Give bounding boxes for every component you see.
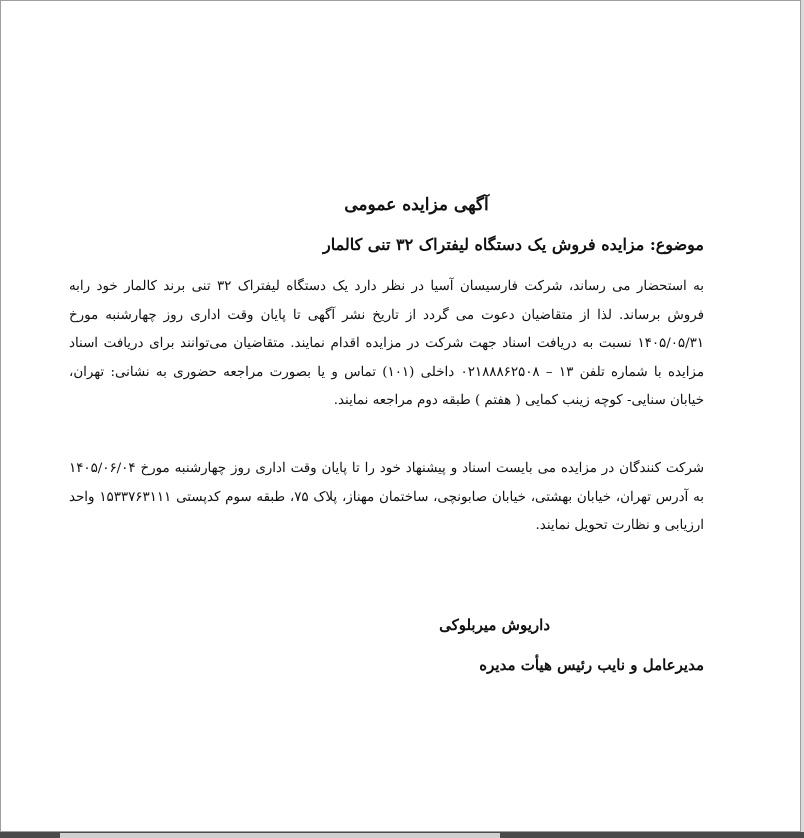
document-title: آگهی مزایده عمومی: [344, 195, 489, 215]
paragraph-announcement: به استحضار می رساند، شرکت فارسیسان آسیا در نظر دارد یک دستگاه لیفتراک ۳۲ تنی برند کالمار خود رابه فروش برساند. لذا از متقاضیان دعوت می گردد از تاریخ نشر آگهی تا پایان وقت اداری روز چهارشنبه مورخ ۱۴۰۵/۰۵/۳۱ نسبت به دریافت اسناد جهت شرکت در مزایده اقدام نمایند. متقاضیان می‌توانند برای دریافت اسناد مزایده با شماره تلفن ۱۳ – ۰۲۱۸۸۸۶۲۵۰۸ داخلی (۱۰۱) تماس و یا بصورت مراجعه حضوری به نشانی: تهران، خیابان سنایی- کوچه زینب کمایی ( هفتم ) طبقه دوم مراجعه نمایند.: [69, 279, 705, 408]
viewer-bottom-bar: [0, 832, 804, 838]
viewer-scroll-track[interactable]: [60, 833, 500, 838]
document-subject: موضوع: مزایده فروش یک دستگاه لیفتراک ۳۲ تنی کالمار: [323, 235, 704, 254]
signatory-title: مدیرعامل و نایب رئیس هیأت مدیره: [479, 656, 704, 674]
signatory-name: داریوش میربلوکی: [439, 616, 550, 634]
paragraph-submission: شرکت کنندگان در مزایده می بایست اسناد و پیشنهاد خود را تا پایان وقت اداری روز چهارشنبه مورخ ۱۴۰۵/۰۶/۰۴ به آدرس تهران، خیابان بهشتی، خیابان صابونچی، ساختمان مهناز، پلاک ۷۵، طبقه سوم کدپستی ۱۵۳۳۷۶۳۱۱۱ واحد ارزیابی و نظارت تحویل نمایند.: [69, 461, 704, 533]
